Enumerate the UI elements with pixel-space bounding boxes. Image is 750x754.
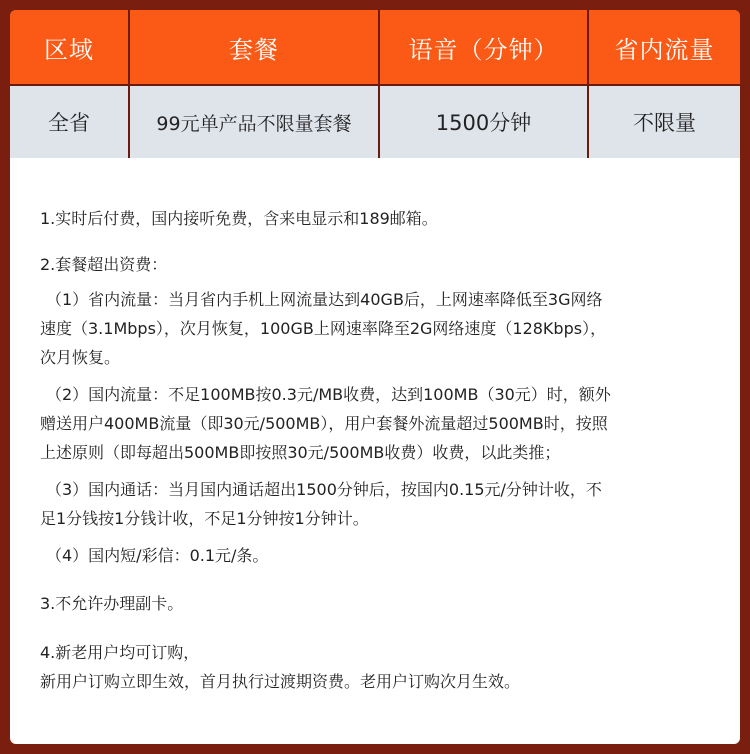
note-2-title: 2.套餐超出资费：	[40, 255, 168, 274]
plan-table	[10, 10, 740, 158]
notes-section	[10, 158, 740, 696]
table-row	[10, 86, 740, 158]
note-2-1-line-3: 次月恢复。	[40, 348, 121, 367]
note-3: 3.不允许办理副卡。	[40, 594, 184, 613]
table-header-row	[10, 10, 740, 84]
cell-provincial-data: 不限量	[589, 86, 740, 158]
cell-region: 全省	[10, 86, 128, 158]
note-1: 1.实时后付费，国内接听免费，含来电显示和189邮箱。	[40, 209, 438, 228]
note-4-line-2: 新用户订购立即生效，首月执行过渡期资费。老用户订购次月生效。	[40, 672, 521, 691]
note-2-3-line-2: 足1分钱按1分钱计收，不足1分钟按1分钟计。	[40, 509, 369, 528]
note-2-3-line-1: （3）国内通话：当月国内通话超出1500分钟后，按国内0.15元/分钟计收，不	[46, 480, 602, 499]
note-4-line-1: 4.新老用户均可订购，	[40, 643, 200, 662]
header-package: 套餐	[130, 10, 378, 84]
note-2-2-line-1: （2）国内流量：不足100MB按0.3元/MB收费，达到100MB（30元）时，额外	[46, 385, 611, 404]
note-2-2-line-3: 上述原则（即每超出500MB即按照30元/500MB收费）收费，以此类推；	[40, 443, 561, 462]
header-provincial-data: 省内流量	[589, 10, 740, 84]
header-region: 区域	[10, 10, 128, 84]
note-2-1-line-1: （1）省内流量：当月省内手机上网流量达到40GB后，上网速率降低至3G网络	[46, 290, 603, 309]
content-card	[10, 10, 740, 744]
note-2-4: （4）国内短/彩信：0.1元/条。	[46, 546, 269, 565]
note-2-2-line-2: 赠送用户400MB流量（即30元/500MB），用户套餐外流量超过500MB时，按照	[40, 414, 608, 433]
header-voice-minutes: 语音（分钟）	[380, 10, 587, 84]
cell-voice-minutes: 1500分钟	[380, 86, 587, 158]
cell-package: 99元单产品不限量套餐	[130, 86, 378, 158]
note-2-1-line-2: 速度（3.1Mbps），次月恢复，100GB上网速率降至2G网络速度（128Kbps），	[40, 319, 607, 338]
